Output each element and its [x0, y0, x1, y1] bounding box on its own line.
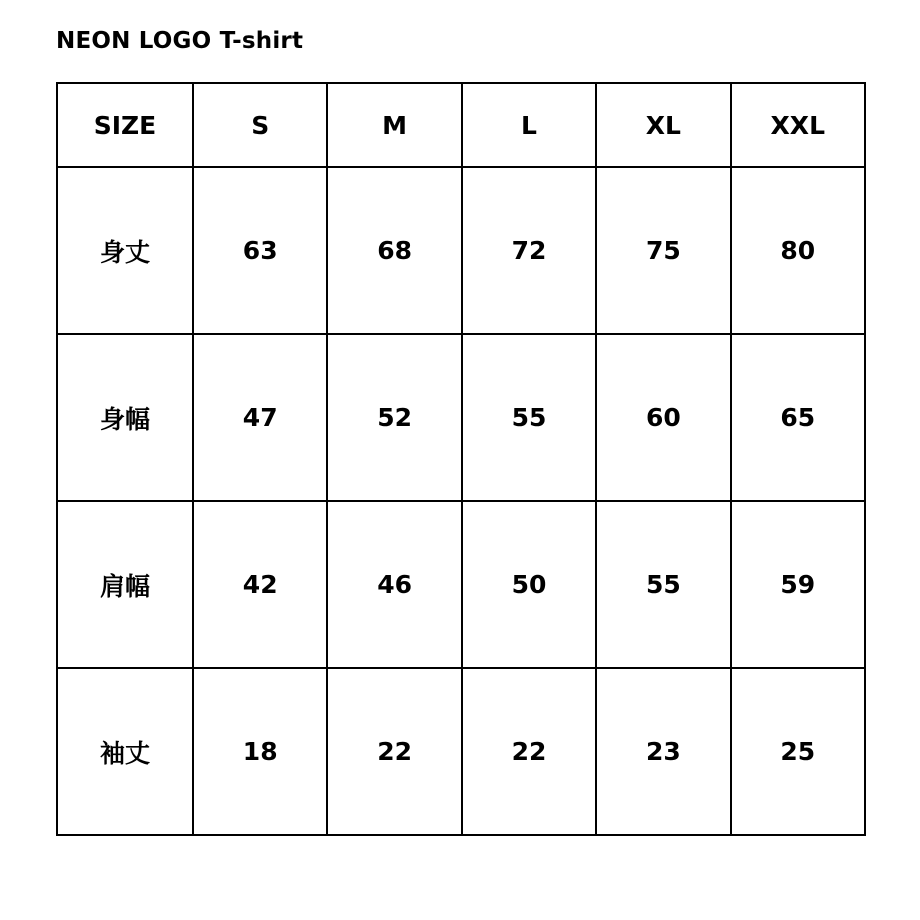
table-cell: 72	[462, 167, 596, 334]
table-header-cell-size: SIZE	[57, 83, 193, 167]
size-chart-table	[56, 82, 866, 836]
table-cell: 52	[327, 334, 461, 501]
row-label: 身丈	[57, 167, 193, 334]
table-cell: 25	[731, 668, 865, 835]
table-cell: 22	[462, 668, 596, 835]
table-cell: 60	[596, 334, 730, 501]
table-row	[57, 334, 865, 501]
table-cell: 80	[731, 167, 865, 334]
table-cell: 68	[327, 167, 461, 334]
table-row	[57, 668, 865, 835]
table-cell: 65	[731, 334, 865, 501]
row-label: 袖丈	[57, 668, 193, 835]
table-cell: 75	[596, 167, 730, 334]
row-label: 肩幅	[57, 501, 193, 668]
table-cell: 46	[327, 501, 461, 668]
page-title: NEON LOGO T-shirt	[56, 28, 304, 54]
table-cell: 47	[193, 334, 327, 501]
table-cell: 63	[193, 167, 327, 334]
table-cell: 23	[596, 668, 730, 835]
table-header-cell-xl: XL	[596, 83, 730, 167]
table-cell: 22	[327, 668, 461, 835]
table-row	[57, 167, 865, 334]
table-cell: 55	[596, 501, 730, 668]
table-cell: 59	[731, 501, 865, 668]
row-label: 身幅	[57, 334, 193, 501]
table-header-cell-xxl: XXL	[731, 83, 865, 167]
table-cell: 50	[462, 501, 596, 668]
table-cell: 42	[193, 501, 327, 668]
table-row	[57, 501, 865, 668]
table-header-row	[57, 83, 865, 167]
table-cell: 55	[462, 334, 596, 501]
table-header-cell-m: M	[327, 83, 461, 167]
table-cell: 18	[193, 668, 327, 835]
table-header-cell-l: L	[462, 83, 596, 167]
table-header-cell-s: S	[193, 83, 327, 167]
